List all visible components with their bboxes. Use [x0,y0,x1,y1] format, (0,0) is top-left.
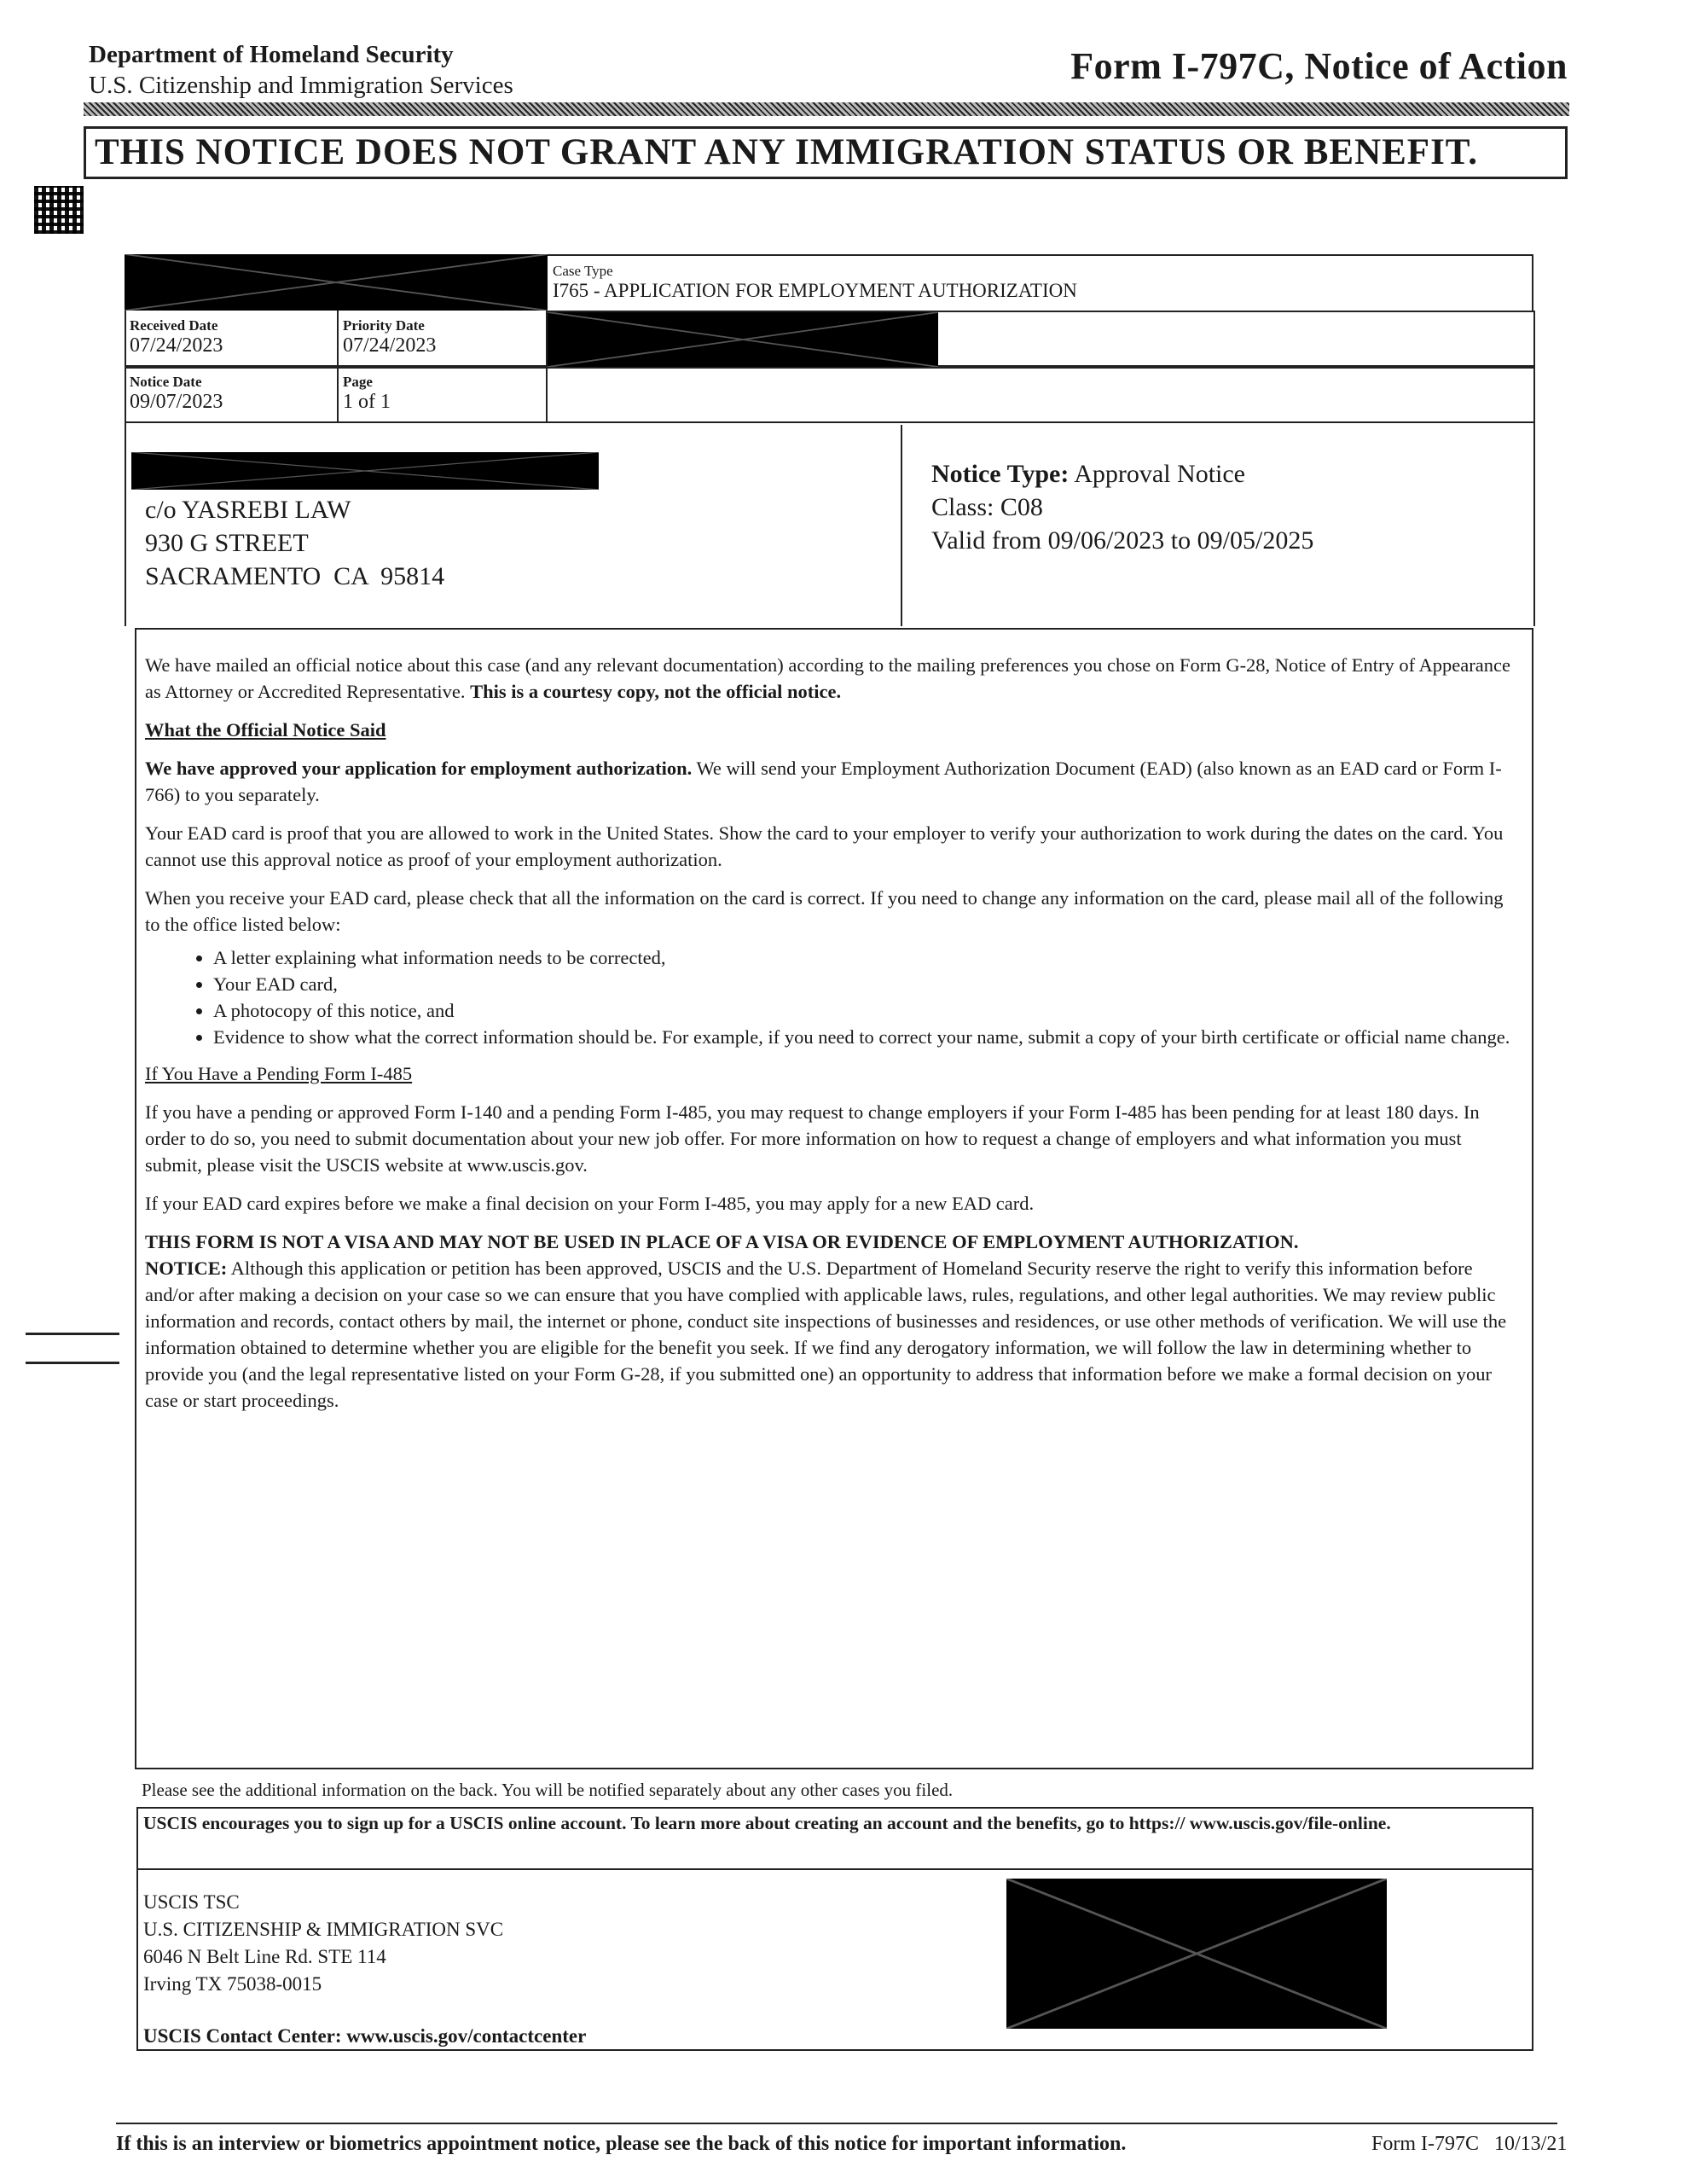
footer-rule [116,2123,1557,2124]
mailing-address [145,493,444,593]
class-line: Class: C08 [931,493,1043,521]
ead-expiry-paragraph: If your EAD card expires before we make a final decision on your Form I-485, you may apply for a new EAD card. [145,1193,1035,1214]
approval-text: We will send your Employment Authorization Document (EAD) (also known as an EAD card or Form I-766) to you separately. [145,758,1502,805]
header-hatch-divider [84,102,1569,116]
section-heading-official: What the Official Notice Said [145,719,386,741]
priority-date-cell [343,317,436,357]
barcode-icon [34,186,84,234]
grid-divider [901,425,902,626]
correction-paragraph: When you receive your EAD card, please check that all the information on the card is correct. If you need to change any information on the card, please mail all of the following to the office listed below: [145,887,1504,935]
notice-body [145,652,1520,1426]
courtesy-paragraph [145,652,1520,705]
verification-text: Although this application or petition has been approved, USCIS and the U.S. Department of Homeland Security reserve the right to verify this information before and/or after making a decision on your case so we can ensure that you have complied with applicable laws, rules, regulations, and other legal authorities. We may review public information and records, contact others by mail, the internet or phone, conduct site inspections of businesses and residences, or use other methods of verification. We will use the information obtained to determine whether you are eligible for the benefit you seek. If we find any derogatory information, we will follow the law in determining whether to provide you (and the legal representative listed on your Form G-28, if you submitted one) an opportunity to address that information before we make a formal decision on your case or start proceedings. [145,1258,1507,1411]
online-account-box [136,1807,1533,1870]
notice-date-cell [130,374,223,414]
page-value: 1 of 1 [343,391,391,413]
valid-line: Valid from 09/06/2023 to 09/05/2025 [931,526,1314,555]
courtesy-text: We have mailed an official notice about this case (and any relevant documentation) according to the mailing preferences you chose on Form G-28, Notice of Entry of Appearance as Attorney or Accredited Representative. [145,654,1510,702]
page-cell [343,374,391,414]
office-line-4: Irving TX 75038-0015 [143,1973,322,1995]
notice-type-block [931,457,1313,557]
approval-paragraph [145,755,1520,808]
footer-note: If this is an interview or biometrics appointment notice, please see the back of this notice for important information. [116,2133,1127,2155]
footer-form-id: Form I-797C 10/13/21 [1371,2133,1568,2155]
contact-center: USCIS Contact Center: www.uscis.gov/contactcenter [143,2025,587,2047]
office-address [143,1889,503,1998]
status-banner: THIS NOTICE DOES NOT GRANT ANY IMMIGRATION STATUS OR BENEFIT. [84,126,1568,179]
redacted-receipt-number [125,254,548,311]
notice-type-value: Approval Notice [1074,460,1245,488]
verification-label: NOTICE: [145,1258,228,1279]
list-item: • Your EAD card, [213,971,1520,997]
department-name: Department of Homeland Security [89,41,454,68]
case-type-cell [548,254,1533,312]
notice-date-label: Notice Date [130,374,202,390]
dates-row-2 [125,367,1535,423]
form-title: Form I-797C, Notice of Action [1070,45,1568,87]
office-line-2: U.S. CITIZENSHIP & IMMIGRATION SVC [143,1919,504,1940]
not-a-visa-warning: THIS FORM IS NOT A VISA AND MAY NOT BE USED IN PLACE OF A VISA OR EVIDENCE OF EMPLOYMENT AUTHORIZATION. [145,1231,1299,1252]
section-heading-i485: If You Have a Pending Form I-485 [145,1063,413,1084]
online-account-text: USCIS encourages you to sign up for a USCIS online account. To learn more about creating an account and the benefits, go to https:// www.uscis.gov/file-online. [143,1813,1391,1833]
case-type-label: Case Type [553,263,613,279]
margin-mark [26,1333,119,1335]
list-item: • A photocopy of this notice, and [213,997,1520,1024]
received-date-value: 07/24/2023 [130,334,223,357]
received-date-label: Received Date [130,317,218,334]
redacted-recipient-name [131,452,599,490]
received-date-cell [130,317,223,357]
grid-divider [125,367,1533,369]
priority-date-label: Priority Date [343,317,425,334]
address-line-3: SACRAMENTO CA 95814 [145,562,445,590]
page-label: Page [343,374,373,390]
additional-info: Please see the additional information on the back. You will be notified separately about any other cases you filed. [142,1780,954,1800]
agency-name: U.S. Citizenship and Immigration Services [89,72,513,99]
office-line-3: 6046 N Belt Line Rd. STE 114 [143,1946,386,1967]
ead-proof-paragraph: Your EAD card is proof that you are allowed to work in the United States. Show the card to your employer to verify your authorization to work during the dates on the card. You cannot use this approval notice as proof of your employment authorization. [145,822,1504,870]
address-line-2: 930 G STREET [145,529,309,557]
redacted-signature-block [1006,1879,1387,2029]
priority-date-value: 07/24/2023 [343,334,437,357]
courtesy-emphasis: This is a courtesy copy, not the official notice. [470,681,842,702]
address-line-1: c/o YASREBI LAW [145,496,351,524]
verification-notice [145,1255,1520,1414]
margin-mark [26,1362,119,1364]
notice-type-label: Notice Type: [931,460,1070,488]
i485-paragraph: If you have a pending or approved Form I-140 and a pending Form I-485, you may request to change employers if your Form I-485 has been pending for at least 180 days. In order to do so, you need to submit documentation about your new job offer. For more information on how to request a change of employers and what information you must submit, please visit the USCIS website at www.uscis.gov. [145,1101,1480,1176]
office-line-1: USCIS TSC [143,1891,240,1913]
list-item: • Evidence to show what the correct information should be. For example, if you need to correct your name, submit a copy of your birth certificate or official name change. [213,1024,1520,1050]
redacted-beneficiary [548,312,938,367]
list-item: • A letter explaining what information needs to be corrected, [213,944,1520,971]
correction-list [145,944,1520,1050]
approval-emphasis: We have approved your application for employment authorization. [145,758,693,779]
notice-date-value: 09/07/2023 [130,391,223,413]
case-type-value: I765 - APPLICATION FOR EMPLOYMENT AUTHORIZATION [553,280,1077,301]
